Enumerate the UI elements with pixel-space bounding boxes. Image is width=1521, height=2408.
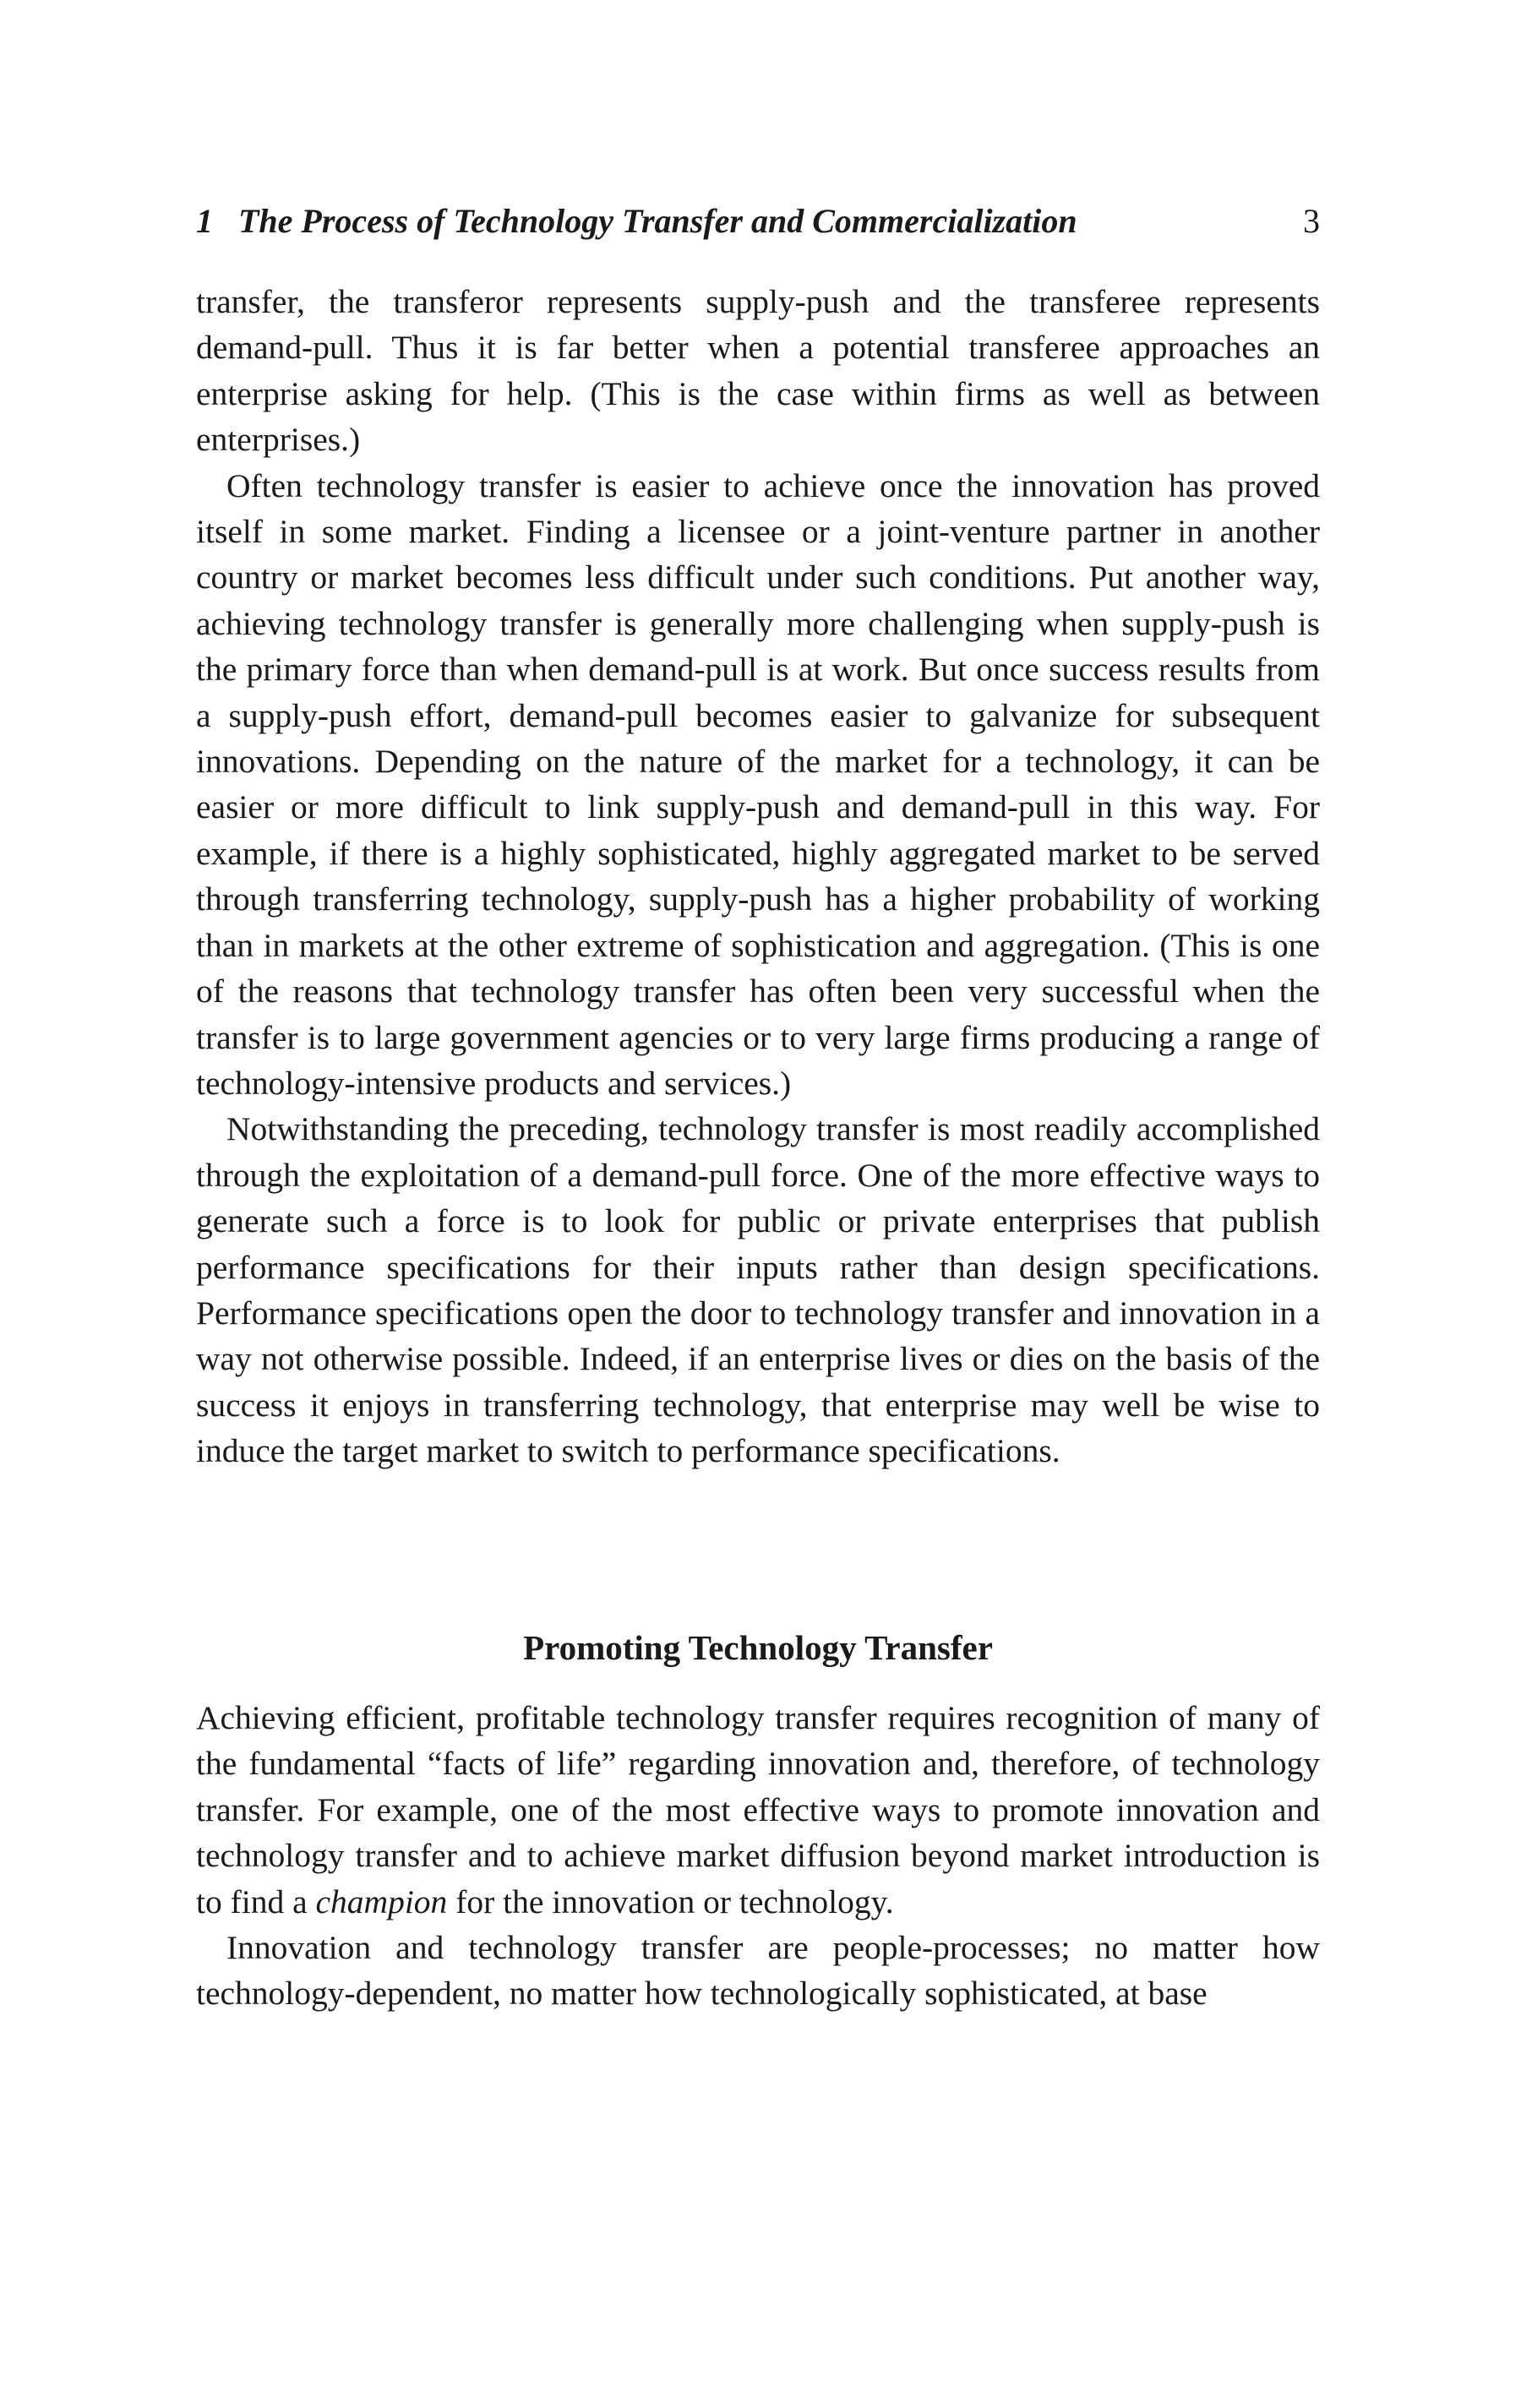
section-1: [196, 279, 1320, 1474]
section-2: [196, 1695, 1320, 2017]
chapter-title: The Process of Technology Transfer and Commercialization: [238, 202, 1077, 240]
chapter-number: 1: [196, 202, 213, 240]
paragraph-4: [196, 1695, 1320, 1925]
emphasis-champion: champion: [315, 1882, 448, 1920]
paragraph-2: Often technology transfer is easier to achieve once the innovation has proved itself in some market. Finding a licensee or a joint-venture partner in another country or market becomes less difficult under such conditions. Put another way, achieving technology transfer is generally more challenging when supply-push is the primary force than when demand-pull is at work. But once success results from a supply-push effort, demand-pull becomes easier to galvanize for subsequent innovations. Depending on the nature of the market for a technology, it can be easier or more difficult to link supply-push and demand-pull in this way. For example, if there is a highly sophisticated, highly aggregated market to be served through transferring technology, supply-push has a higher probability of working than in markets at the other extreme of sophistication and aggregation. (This is one of the reasons that technology transfer has often been very successful when the transfer is to large government agencies or to very large firms producing a range of technology-intensive products and services.): [196, 466, 1320, 1102]
paragraph-5: Innovation and technology transfer are people-processes; no matter how technology-dependent, no matter how technologically sophisticated, at base: [196, 1929, 1320, 2013]
running-head: [196, 196, 1320, 247]
paragraph-4-text-a: Achieving efficient, profitable technology transfer requires recognition of many of the fundamental “facts of life” regarding innovation and, therefore, of technology transfer. For example, one of the most effective ways to promote innovation and technology transfer and to achieve market diffusion beyond market introduction is to find a: [196, 1699, 1320, 1920]
paragraph-1: transfer, the transferor represents supply-push and the transferee represents demand-pull. Thus it is far better when a potential transferee approaches an enterprise asking for help. (This is the case within firms as well as between enterprises.): [196, 283, 1320, 459]
paragraph-4-text-b: for the innovation or technology.: [447, 1882, 894, 1920]
section-heading: Promoting Technology Transfer: [523, 1628, 993, 1667]
page-number: 3: [1303, 202, 1320, 240]
paragraph-3: Notwithstanding the preceding, technology transfer is most readily accomplished through the exploitation of a demand-pull force. One of the more effective ways to generate such a force is to look for public or private enterprises that publish performance specifications for their inputs rather than design specifications. Performance specifications open the door to technology transfer and innovation in a way not otherwise possible. Indeed, if an enterprise lives or dies on the basis of the success it enjoys in transferring technology, that enterprise may well be wise to induce the target market to switch to performance specifications.: [196, 1110, 1320, 1470]
running-title: [196, 196, 1077, 247]
